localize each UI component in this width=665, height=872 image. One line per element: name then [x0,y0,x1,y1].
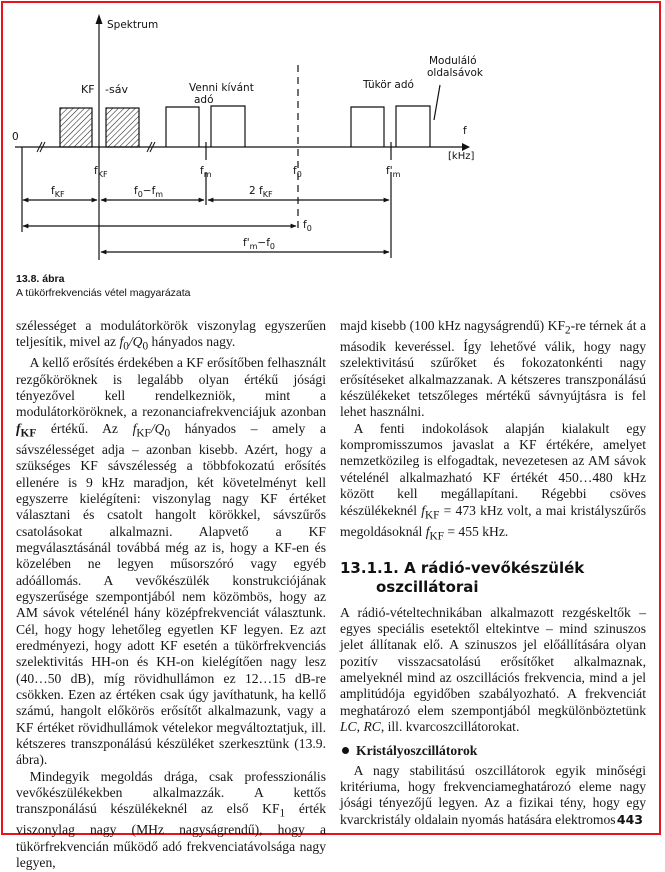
dim-label-f0: $f_0$ [303,219,312,233]
dim-label-f0-minus-fm: $f_0-f_m$ [134,185,164,199]
dim-label-fkf: $f_{KF}$ [51,185,65,199]
page-number: 443 [616,812,643,827]
tick-label-f0: $f_0$ [293,165,302,179]
paragraph: A rádió-vételtechnikában alkalmazott rezgéskeltők – egyes speciális esetektől eltekintve – mind szinuszos jelet állítanak elő. A szinuszos jel előállítására olyan pozitív visszacsatolású erősítőket alkalmaznak, amelyeknél mind az oszcillációs frekvencia, mind a jel amplitúdója egyidőben szabályozható. A frekvenciát meghatározó elem szempontjából megkülönböztetünk LC, RC, ill. kvarcoszcillátorokat. [340,604,646,735]
paragraph: A nagy stabilitású oszcillátorok egyik minőségi kritériuma, hogy frekvenciameghatározó eleme nagy jósági tényezőjű legyen. Az a fizikai tény, hogy egy kvarckristály oldalain nyomás hatására elektromos [340,762,646,827]
dim-label-2fkf: 2 $f_{KF}$ [249,185,273,199]
left-text-column [16,318,326,872]
sidebands-label-1: Moduláló [429,55,477,67]
dim-label-fm-prime-minus-f0: $f'_m-f_0$ [243,237,275,251]
caption-number: 13.8. ábra [16,273,65,285]
y-axis-label: Spektrum [107,19,159,31]
x-axis-label: f [463,125,467,137]
spectrum-diagram [0,0,665,270]
paragraph: Mindegyik megoldás drága, csak professzionális vevőkészülékekben alkalmazzák. A kettős transzponálású készülékeknél az első $KF_1$ érték viszonylag nagy (MHz nagyságrendű), hogy a tükörfrekvencián működő adó frekvenciatávolsága nagy legyen, [16,768,326,871]
bullet-heading: Kristályoszcillátorok [340,743,646,759]
tick-label-fm-prime: $f'_m$ [386,165,401,179]
kf-band-label: KF [81,83,95,96]
section-heading: 13.1.1. A rádió-vevőkészülék oszcillátorai [340,558,585,596]
origin-label: 0 [12,131,19,143]
paragraph: majd kisebb (100 kHz nagyságrendű) $KF_2-re$ térnek át a második keveréssel. Így lehetővé válik, hogy nagy szelektivitású szűrőket és fokozatonkénti nagy erősítéseket alkalmazzanak. A kétszeres transzponálású készülékeket tetszőleges mértékű sávnyújtásra is fel lehet használni. [340,318,646,420]
mirror-station-label: Tükör adó [363,79,414,91]
figure-caption [16,272,191,300]
wanted-station-label-1: Venni kívánt [189,82,254,94]
sidebands-label-2: oldalsávok [427,67,483,79]
tick-label-fm: $f_m$ [200,165,212,179]
right-text-column [340,318,646,828]
wanted-station-label-2: adó [194,94,214,106]
paragraph: A kellő erősítés érdekében a KF erősítőben felhasznált rezgőköröknek is legalább olyan értékű jósági tényezővel kell rendelkezniök, mint a modulátorköröknek, a rezonanciafrekvenciájuk azonban $f_{KF}$ értékű. Az $f_{KF}/Q_0$ hányados – amely a sávszélességet adja – azonban kisebb. Azért, hogy a szükséges KF sávszélesség a többfokozatú erősítés ellenére is 9 kHz maradjon, két követelményt kell egyszerre kielégíteni: viszonylag nagy KF értéket választani és csatolt hangolt körökkel, sávszűrős csatolásokat alkalmazni. Alapvető a KF megválasztásánál továbbá még az is, hogy a KF-en és közelében ne legyen műsorszóró vagy egyéb adóállomás. A vevőkészülék konstrukciójának egyszerűsége szempontjából nem közömbös, hogy az AM sávok vételénél hány középfrekvenciát választunk. Cél, hogy hogy lehetőleg egyetlen KF legyen. Ez azt eredményezi, hogy adott KF esetén a tükörfrekvenciás szelektivitás HH-on és KH-on kielégítően nagy lesz (40…50 dB), míg rövidhullámon ez 12…15 dB-re csökken. Ezen az értéken csak úgy javíthatunk, ha kellő számú, hangolt előkörös erősítőt alkalmazunk, vagy a KF értéket rövidhullámok vételekor megváltoztatjuk, ill. kétszeres transzponálású készüléket szerkesztünk (13.9. ábra). [16,355,326,768]
paragraph: A fenti indokolások alapján kialakult egy kompromisszumos javaslat a KF értékére, amelyet nemzetközileg is elfogadtak, nevezetesen az AM sávok vételénél alkalmazható KF értékét 450…480 kHz között kell megállapítani. Régebbi csöves készülékeknél $f_{KF} = 473$ kHz volt, a mai kristályszűrős megoldásoknál $f_{KF} = 455$ kHz. [340,420,646,543]
caption-text: A tükörfrekvenciás vétel magyarázata [16,287,191,299]
x-axis-unit: [kHz] [448,151,475,162]
bullet-icon [342,747,349,754]
tick-label-fkf: $f_{KF}$ [94,165,108,179]
kf-band-suffix: -sáv [105,83,128,96]
paragraph: szélességet a modulátorkörök viszonylag egyszerűen teljesítik, mivel az $f_0/Q_0$ hányados nagy. [16,318,326,354]
spectrum-figure [0,0,665,270]
